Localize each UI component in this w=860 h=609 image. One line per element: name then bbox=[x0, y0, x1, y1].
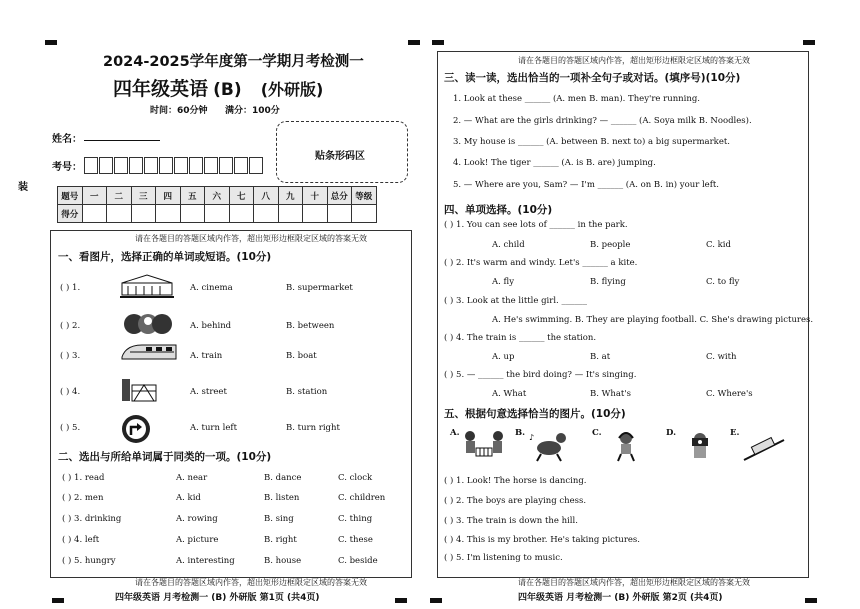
svg-text:♪: ♪ bbox=[529, 433, 535, 442]
option-c: C. clock bbox=[338, 473, 373, 483]
registration-mark bbox=[430, 598, 442, 603]
score-cell[interactable] bbox=[229, 205, 254, 223]
sec2-question: ( ) 2. men bbox=[62, 493, 104, 503]
option-c: C. to fly bbox=[706, 277, 740, 287]
score-header-cell: 八 bbox=[254, 187, 279, 205]
sec5-question: ( ) 4. This is my brother. He's taking pictures. bbox=[444, 535, 640, 545]
picture-letter: A. bbox=[450, 428, 460, 438]
registration-mark bbox=[803, 40, 815, 45]
score-header-cell: 九 bbox=[278, 187, 303, 205]
option-b: B. right bbox=[264, 535, 297, 545]
street-station-icon bbox=[120, 377, 160, 407]
registration-mark bbox=[408, 40, 420, 45]
option-a: A. street bbox=[190, 387, 227, 397]
question-number: ( ) 2. bbox=[60, 321, 81, 331]
option-a: A. up bbox=[492, 352, 515, 362]
full-score: 满分：100分 bbox=[225, 106, 280, 116]
score-cell[interactable] bbox=[254, 205, 279, 223]
option-b: B. flying bbox=[590, 277, 626, 287]
sec5-question: ( ) 1. Look! The horse is dancing. bbox=[444, 476, 587, 486]
train-icon bbox=[120, 341, 178, 367]
registration-mark bbox=[52, 598, 64, 603]
sec5-question: ( ) 2. The boys are playing chess. bbox=[444, 496, 587, 506]
sec2-question: ( ) 3. drinking bbox=[62, 514, 122, 524]
option-b: B. turn right bbox=[286, 423, 340, 433]
registration-mark bbox=[805, 598, 817, 603]
sec4-question: ( ) 2. It's warm and windy. Let's ______ a kite. bbox=[444, 258, 638, 268]
score-cell[interactable] bbox=[107, 205, 132, 223]
turn-right-sign-icon bbox=[120, 413, 152, 449]
sec4-question: ( ) 4. The train is ______ the station. bbox=[444, 333, 597, 343]
score-header-cell: 等级 bbox=[352, 187, 377, 205]
question-number: ( ) 3. bbox=[60, 351, 81, 361]
horse-dancing-icon bbox=[527, 430, 571, 466]
score-cell[interactable] bbox=[352, 205, 377, 223]
option-b: B. station bbox=[286, 387, 328, 397]
section2-title: 二、选出与所给单词属于同类的一项。(10分) bbox=[58, 451, 272, 463]
music-listening-icon bbox=[604, 430, 648, 466]
option-a: A. interesting bbox=[176, 556, 235, 566]
binding-label: 装 bbox=[18, 182, 28, 193]
option-line: A. He's swimming. B. They are playing football. C. She's drawing pictures. bbox=[492, 315, 814, 325]
section5-title: 五、根据句意选择恰当的图片。(10分) bbox=[444, 408, 626, 420]
notice-bottom-left: 请在各题目的答题区域内作答，超出矩形边框限定区域的答案无效 bbox=[135, 578, 367, 587]
score-cell[interactable] bbox=[205, 205, 230, 223]
barcode-area bbox=[276, 121, 408, 183]
option-b: B. dance bbox=[264, 473, 302, 483]
option-a: A. behind bbox=[190, 321, 232, 331]
score-cell[interactable] bbox=[156, 205, 181, 223]
score-header-cell: 二 bbox=[107, 187, 132, 205]
score-cell[interactable] bbox=[131, 205, 156, 223]
sec5-question: ( ) 5. I'm listening to music. bbox=[444, 553, 563, 563]
registration-mark bbox=[395, 598, 407, 603]
score-header-cell: 四 bbox=[156, 187, 181, 205]
notice-top-right: 请在各题目的答题区域内作答，超出矩形边框限定区域的答案无效 bbox=[518, 56, 750, 65]
id-label: 考号： bbox=[52, 162, 82, 173]
score-cell[interactable] bbox=[327, 205, 352, 223]
name-label: 姓名： bbox=[52, 134, 82, 145]
picture-letter: B. bbox=[515, 428, 526, 438]
option-a: A. fly bbox=[492, 277, 515, 287]
option-b: B. boat bbox=[286, 351, 317, 361]
edition-label: (外研版) bbox=[260, 80, 324, 99]
exam-title: 2024-2025学年度第一学期月考检测一 bbox=[103, 54, 364, 70]
question-number: ( ) 1. bbox=[60, 283, 81, 293]
footer-right: 四年级英语 月考检测一 (B) 外研版 第2页 (共4页) bbox=[518, 593, 723, 603]
score-row-label: 得分 bbox=[58, 205, 83, 223]
option-c: C. thing bbox=[338, 514, 373, 524]
time-limit: 时间：60分钟 bbox=[150, 106, 208, 116]
score-cell[interactable] bbox=[82, 205, 107, 223]
option-a: A. child bbox=[492, 240, 525, 250]
picture-letter: D. bbox=[666, 428, 677, 438]
score-cell[interactable] bbox=[180, 205, 205, 223]
score-header-cell: 一 bbox=[82, 187, 107, 205]
score-header-cell: 三 bbox=[131, 187, 156, 205]
score-header-cell: 十 bbox=[303, 187, 328, 205]
option-b: B. sing bbox=[264, 514, 294, 524]
option-b: B. people bbox=[590, 240, 631, 250]
section3-title: 三、读一读，选出恰当的一项补全句子或对话。(填序号)(10分) bbox=[444, 72, 741, 84]
option-c: C. children bbox=[338, 493, 386, 503]
brother-photo-icon bbox=[678, 430, 722, 466]
train-station-icon bbox=[120, 273, 174, 303]
option-a: A. train bbox=[190, 351, 223, 361]
score-header-cell: 五 bbox=[180, 187, 205, 205]
id-boxes[interactable] bbox=[84, 155, 264, 174]
option-a: A. near bbox=[176, 473, 208, 483]
option-c: C. beside bbox=[338, 556, 378, 566]
sec3-question: 2. — What are the girls drinking? — ______ (A. Soya milk B. Noodles). bbox=[453, 116, 752, 126]
score-header-cell: 六 bbox=[205, 187, 230, 205]
option-a: A. rowing bbox=[176, 514, 218, 524]
option-c: C. kid bbox=[706, 240, 731, 250]
question-number: ( ) 5. bbox=[60, 423, 81, 433]
subject-name: 四年级英语 bbox=[113, 78, 209, 100]
barcode-label: 贴条形码区 bbox=[315, 151, 365, 162]
option-a: A. kid bbox=[176, 493, 201, 503]
name-field[interactable] bbox=[84, 140, 160, 141]
sec2-question: ( ) 5. hungry bbox=[62, 556, 116, 566]
footer-left: 四年级英语 月考检测一 (B) 外研版 第1页 (共4页) bbox=[115, 593, 320, 603]
boys-running-icon bbox=[120, 311, 174, 341]
sec2-question: ( ) 1. read bbox=[62, 473, 105, 483]
registration-mark bbox=[432, 40, 444, 45]
score-cell[interactable] bbox=[303, 205, 328, 223]
sec2-question: ( ) 4. left bbox=[62, 535, 100, 545]
option-b: B. listen bbox=[264, 493, 300, 503]
option-b: B. supermarket bbox=[286, 283, 353, 293]
sec4-question: ( ) 1. You can see lots of ______ in the park. bbox=[444, 220, 628, 230]
option-c: C. Where's bbox=[706, 389, 753, 399]
score-header-cell: 总分 bbox=[327, 187, 352, 205]
option-b: B. at bbox=[590, 352, 611, 362]
picture-letter: C. bbox=[592, 428, 602, 438]
option-c: C. with bbox=[706, 352, 737, 362]
subject-title bbox=[113, 74, 323, 101]
section4-title: 四、单项选择。(10分) bbox=[444, 204, 553, 216]
score-table bbox=[57, 186, 377, 223]
option-a: A. picture bbox=[176, 535, 219, 545]
option-a: A. cinema bbox=[190, 283, 233, 293]
option-b: B. What's bbox=[590, 389, 632, 399]
option-a: A. turn left bbox=[190, 423, 237, 433]
sec3-question: 1. Look at these ______ (A. men B. man). They're running. bbox=[453, 94, 700, 104]
section1-title: 一、看图片，选择正确的单词或短语。(10分) bbox=[58, 251, 272, 263]
option-b: B. between bbox=[286, 321, 335, 331]
score-cell[interactable] bbox=[278, 205, 303, 223]
question-number: ( ) 4. bbox=[60, 387, 81, 397]
option-c: C. these bbox=[338, 535, 373, 545]
option-b: B. house bbox=[264, 556, 302, 566]
chess-players-icon bbox=[462, 430, 506, 466]
sec5-question: ( ) 3. The train is down the hill. bbox=[444, 516, 578, 526]
sec3-question: 5. — Where are you, Sam? — I'm ______ (A. on B. in) your left. bbox=[453, 180, 719, 190]
notice-bottom-right: 请在各题目的答题区域内作答，超出矩形边框限定区域的答案无效 bbox=[518, 578, 750, 587]
score-header-cell: 题号 bbox=[58, 187, 83, 205]
version-b: (B) bbox=[213, 80, 242, 100]
score-header-cell: 七 bbox=[229, 187, 254, 205]
sec3-question: 4. Look! The tiger ______ (A. is B. are) jumping. bbox=[453, 158, 656, 168]
option-a: A. What bbox=[492, 389, 527, 399]
picture-letter: E. bbox=[730, 428, 740, 438]
train-downhill-icon bbox=[742, 430, 786, 466]
notice-top-left: 请在各题目的答题区域内作答，超出矩形边框限定区域的答案无效 bbox=[135, 234, 367, 243]
sec4-question: ( ) 3. Look at the little girl. ______ bbox=[444, 296, 587, 306]
sec4-question: ( ) 5. — ______ the bird doing? — It's singing. bbox=[444, 370, 637, 380]
sec3-question: 3. My house is ______ (A. between B. next to) a big supermarket. bbox=[453, 137, 730, 147]
registration-mark bbox=[45, 40, 57, 45]
